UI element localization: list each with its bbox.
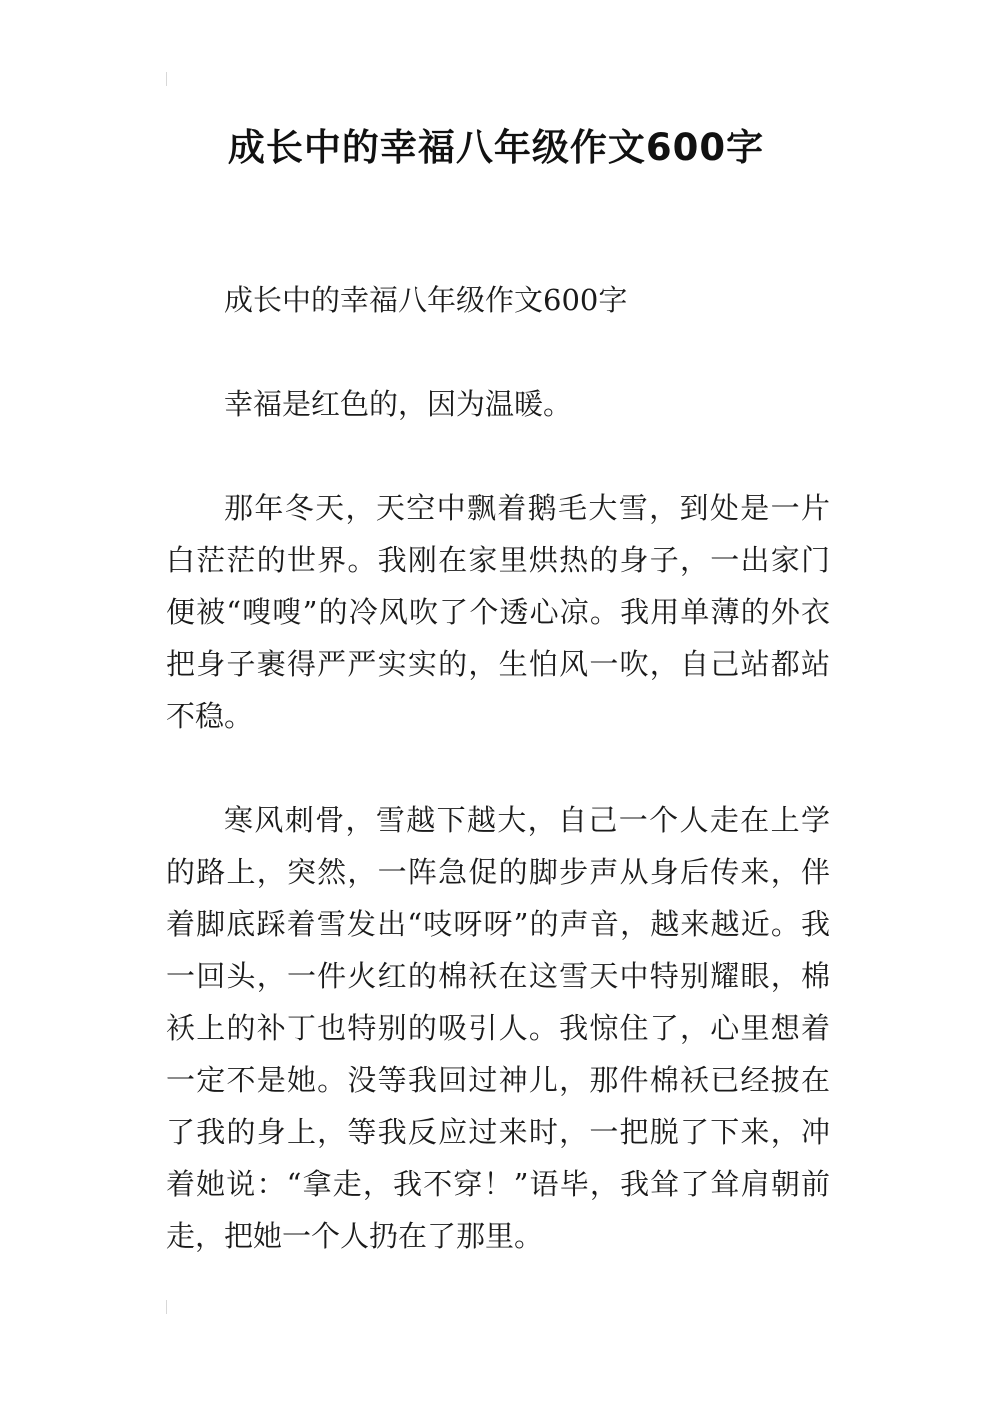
page-corner-mark (166, 1300, 167, 1314)
paragraph: 幸福是红色的，因为温暖。 (224, 387, 573, 421)
page-corner-mark (166, 72, 167, 86)
document-title: 成长中的幸福八年级作文600字 (227, 126, 765, 169)
paragraph: 那年冬天，天空中飘着鹅毛大雪，到处是一片白茫茫的世界。我刚在家里烘热的身子，一出家门便被“嗖嗖”的冷风吹了个透心凉。我用单薄的外衣把身子裹得严严实实的，生怕风一吹，自己站都站不稳。 (166, 491, 830, 733)
paragraph: 寒风刺骨，雪越下越大，自己一个人走在上学的路上，突然，一阵急促的脚步声从身后传来，伴着脚底踩着雪发出“吱呀呀”的声音，越来越近。我一回头，一件火红的棉袄在这雪天中特别耀眼，棉袄上的补丁也特别的吸引人。我惊住了，心里想着一定不是她。没等我回过神儿，那件棉袄已经披在了我的身上，等我反应过来时，一把脱了下来，冲着她说：“拿走，我不穿！”语毕，我耸了耸肩朝前走，把她一个人扔在了那里。 (166, 803, 830, 1253)
paragraph-subtitle: 成长中的幸福八年级作文600字 (224, 283, 628, 317)
document-body (166, 274, 830, 1314)
